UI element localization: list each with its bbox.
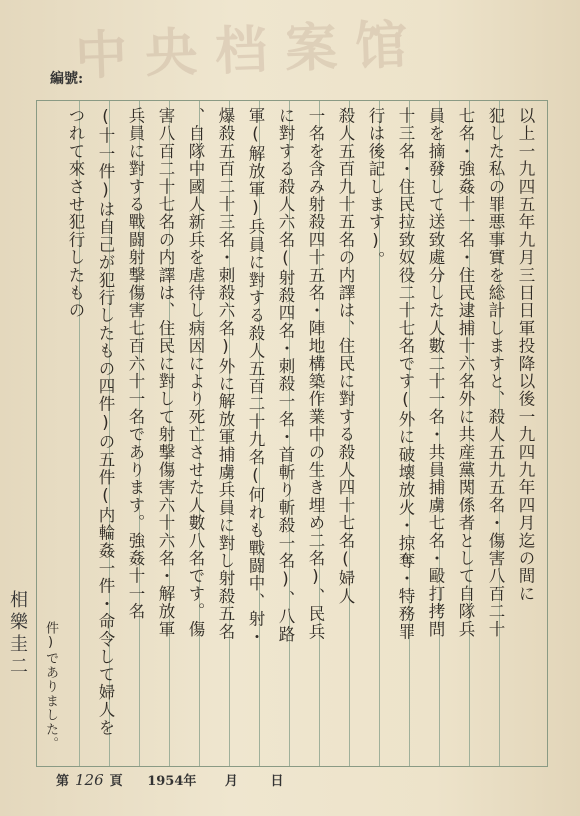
author-signature: 相樂圭二 — [7, 590, 28, 678]
footer-year: 1954年 — [147, 774, 197, 789]
text-column: 以上一九四五年九月三日日軍投降以後一九四九年四月迄の間に — [516, 107, 535, 603]
text-column: つれて來させ犯行したもの — [66, 107, 85, 320]
text-column: 兵員に對する戰闘射撃傷害七百六十一名であります。強姦十一名 — [126, 107, 145, 621]
text-column: 害八百二十七名の内譯は、住民に對して射撃傷害六十六名・解放軍 — [156, 107, 175, 638]
text-column: 十三名・住民拉致奴役二十七名です(外に破壊放火・掠奪・特務罪 — [396, 107, 415, 641]
manuscript-grid — [36, 100, 548, 767]
text-column: 七名・強姦十一名・住民逮捕十六名外に共産黨関係者として自隊兵 — [456, 107, 475, 638]
text-column: 、自隊中國人新兵を虐待し病因により死亡させた人數八名です。傷 — [186, 107, 205, 638]
text-column: 員を摘發して送致處分した人數二十一名・共員捕虜七名・毆打拷問 — [426, 107, 445, 638]
serial-number-label: 編號: — [50, 71, 84, 87]
page-footer — [56, 770, 289, 789]
archive-watermark: 中央档案馆 — [74, 13, 427, 88]
footer-day: 日 — [270, 774, 284, 789]
text-column-tail: 件)でありました。 — [43, 621, 58, 751]
text-column: 犯した私の罪悪事實を総計しますと、殺人五九五名・傷害八百二十 — [486, 107, 505, 638]
text-column: 爆殺五百二十三名・刺殺六名)外に解放軍捕虜兵員に對し射殺五名 — [216, 107, 235, 641]
text-column: 軍(解放軍)兵員に對する殺人五百二十九名(何れも戰闘中、射・ — [246, 107, 265, 646]
footer-month: 月 — [224, 774, 238, 789]
text-column: 一名を含み射殺四十五名・陣地構築作業中の生き埋め二名)、民兵 — [306, 107, 325, 641]
text-column: (十一件)は自己が犯行したもの四件)の五件(内輪姦一件・命令して婦人を — [96, 107, 115, 737]
text-column: に對する殺人六名(射殺四名・刺殺一名・首斬り斬殺一名)、八路 — [276, 107, 295, 643]
text-column: 殺人五百九十五名の内譯は、住民に對する殺人四十七名(婦人 — [336, 107, 355, 606]
page-suffix: 頁 — [109, 774, 123, 789]
page-prefix: 第 — [56, 774, 70, 789]
text-column: 行は後記します)。 — [366, 107, 385, 269]
page-number: 126 — [75, 771, 104, 789]
